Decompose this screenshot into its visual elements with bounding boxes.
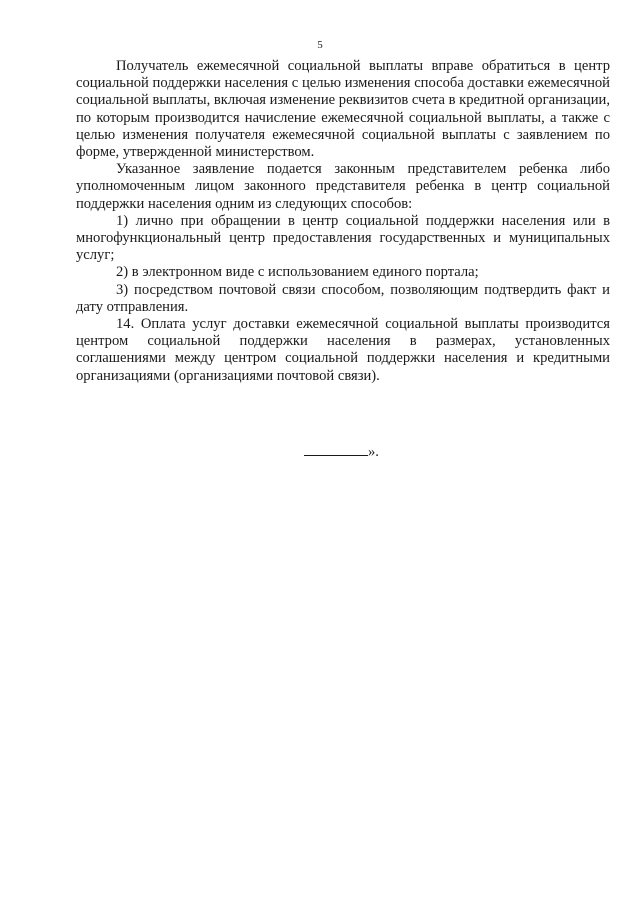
page-number: 5 — [317, 39, 323, 51]
paragraph-application-submission: Указанное заявление подается законным представителем ребенка либо уполномоченным лицом законного представителя ребенка в центр социальной поддержки населения одним из следующих способов: — [76, 161, 610, 212]
paragraph-14-delivery-payment: 14. Оплата услуг доставки ежемесячной социальной выплаты производится центром социальной поддержки населения в размерах, установленных соглашениями между центром социальной поддержки населения и кредитными организациями (организациями почтовой связи). — [76, 316, 610, 384]
signature-blank — [304, 442, 368, 456]
list-item-electronic: 2) в электронном виде с использованием единого портала; — [116, 264, 479, 281]
list-item-in-person: 1) лично при обращении в центр социальной поддержки населения или в многофункциональный центр предоставления государственных и муниципальных услуг; — [76, 212, 610, 264]
document-body — [76, 58, 610, 385]
closing-signature-line — [304, 442, 379, 461]
paragraph-recipient-application: Получатель ежемесячной социальной выплаты вправе обратиться в центр социальной поддержки населения с целью изменения способа доставки ежемесячной социальной выплаты, включая изменение реквизитов счета в кредитной организации, по которым производится начисление ежемесячной социальной выплаты, а также с целью изменения получателя ежемесячной социальной выплаты с заявлением по форме, утвержденной министерством. — [76, 58, 611, 161]
closing-quote: ». — [368, 444, 379, 460]
list-item-postal: 3) посредством почтовой связи способом, позволяющим подтвердить факт и дату отправления. — [76, 281, 610, 315]
